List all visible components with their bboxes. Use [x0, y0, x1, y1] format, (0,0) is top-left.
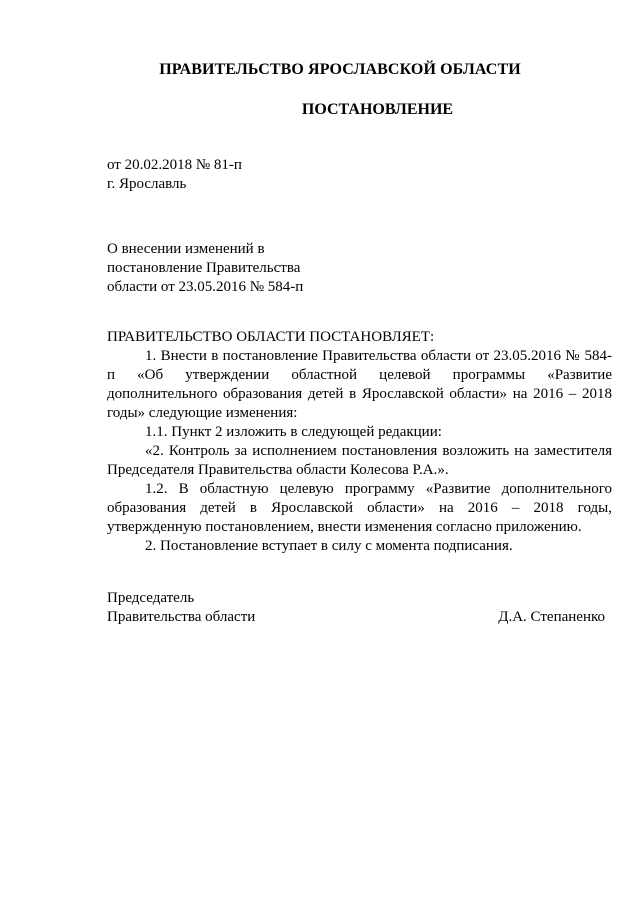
city: г. Ярославль	[107, 176, 187, 192]
document-type-title: ПОСТАНОВЛЕНИЕ	[301, 101, 454, 118]
resolves-heading: ПРАВИТЕЛЬСТВО ОБЛАСТИ ПОСТАНОВЛЯЕТ:	[107, 329, 435, 345]
signer-position: Правительства области	[107, 609, 256, 625]
body-paragraph: «2. Контроль за исполнением постановления возложить на заместителя Председателя Правительства области Колесова Р.А.».	[107, 443, 612, 478]
body-paragraph: 1. Внести в постановление Правительства области от 23.05.2016 № 584-п «Об утверждении областной целевой программы «Развитие дополнительного образования детей в Ярославской области» на 2016 – 2018 годы» следующие изменения:	[107, 348, 612, 421]
subject-line: постановление Правительства	[107, 260, 301, 276]
document-body	[107, 328, 612, 556]
body-paragraph: 2. Постановление вступает в силу с момента подписания.	[145, 538, 513, 554]
signer-name: Д.А. Степаненко	[498, 609, 605, 625]
document-meta	[107, 156, 242, 194]
government-title: ПРАВИТЕЛЬСТВО ЯРОСЛАВСКОЙ ОБЛАСТИ	[159, 61, 521, 78]
date-number: от 20.02.2018 № 81-п	[107, 157, 242, 173]
subject-line: области от 23.05.2016 № 584-п	[107, 279, 304, 295]
signature-row	[107, 608, 605, 627]
signer-position: Председатель	[107, 590, 195, 606]
subject-line: О внесении изменений в	[107, 241, 265, 257]
signature-row	[107, 589, 605, 608]
body-paragraph: 1.2. В областную целевую программу «Развитие дополнительного образования детей в Ярославской области» на 2016 – 2018 годы, утвержденную постановлением, внести изменения согласно приложению.	[107, 481, 612, 535]
body-paragraph: 1.1. Пункт 2 изложить в следующей редакции:	[145, 424, 442, 440]
document-subject	[107, 240, 303, 297]
signature-block	[107, 589, 605, 627]
